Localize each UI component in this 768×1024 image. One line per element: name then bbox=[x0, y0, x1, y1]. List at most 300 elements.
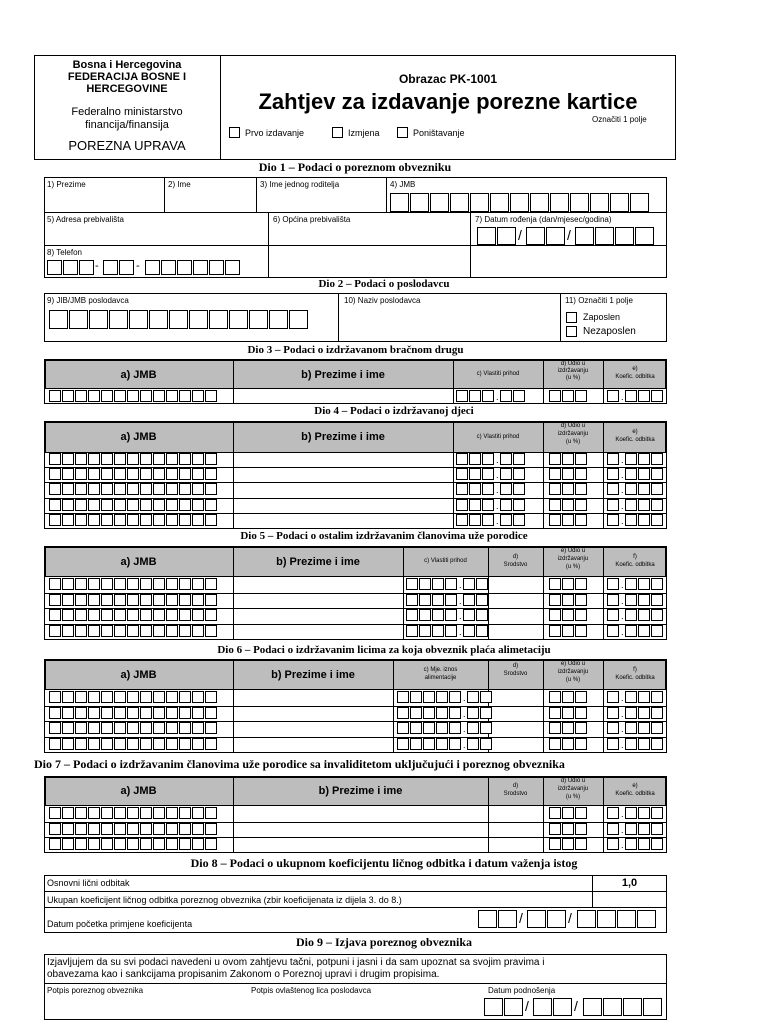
dio4-share-cells[interactable] bbox=[549, 499, 588, 511]
dio3-amount-cells[interactable] bbox=[456, 390, 526, 402]
dio4-jmb-input[interactable] bbox=[49, 483, 218, 495]
dio6-jmb-cells[interactable] bbox=[49, 691, 218, 703]
phone-prefix-input[interactable] bbox=[103, 260, 135, 275]
decimal-dot: . bbox=[621, 515, 624, 526]
dio4-share-cells[interactable] bbox=[549, 453, 588, 465]
dio7-coef-dec-input[interactable] bbox=[625, 823, 664, 835]
decimal-dot: . bbox=[621, 470, 624, 481]
dio8-row-line bbox=[44, 891, 667, 892]
dio5-amount-int-input[interactable] bbox=[406, 594, 458, 606]
decimal-dot: . bbox=[621, 627, 624, 638]
dio6-amount-int-input[interactable] bbox=[397, 722, 462, 734]
dio4-amount-int-input[interactable] bbox=[456, 468, 495, 480]
dio6-amount-int-input[interactable] bbox=[397, 691, 462, 703]
dio6-coef-dec-input[interactable] bbox=[625, 722, 664, 734]
decimal-dot: . bbox=[621, 580, 624, 590]
dio6-share-cells[interactable] bbox=[549, 738, 588, 750]
dio6-share-header-1: e) Udio u bbox=[560, 661, 586, 667]
dio7-coef-int-input[interactable] bbox=[607, 823, 620, 835]
decimal-dot: . bbox=[459, 627, 462, 638]
decimal-dot: . bbox=[496, 515, 499, 526]
dio8-row-line bbox=[44, 907, 667, 908]
dio6-share-cells[interactable] bbox=[549, 707, 588, 719]
dio5-jmb-cells[interactable] bbox=[49, 625, 218, 637]
dio4-share-header-3: (u %) bbox=[565, 439, 581, 445]
decimal-dot: . bbox=[621, 693, 624, 703]
dio7-share-header-1: d) Udio u bbox=[560, 778, 586, 784]
dio1-col-line bbox=[386, 177, 387, 212]
dio7-coef-dec-input[interactable] bbox=[625, 807, 664, 819]
dio4-share-cells[interactable] bbox=[549, 483, 588, 495]
dio7-coef-header-1: e) bbox=[632, 783, 638, 789]
dio6-jmb-input[interactable] bbox=[49, 738, 218, 750]
employer-id-input[interactable] bbox=[49, 310, 309, 329]
dio4-jmb-header: a) JMB bbox=[120, 431, 157, 443]
dio3-col-line bbox=[233, 359, 234, 404]
dio7-share-input[interactable] bbox=[549, 838, 588, 850]
dio6-jmb-input[interactable] bbox=[49, 707, 218, 719]
dio5-amount-cells[interactable] bbox=[406, 578, 489, 590]
dio6-coef-cells[interactable] bbox=[607, 722, 664, 734]
dio6-amount-cells[interactable] bbox=[397, 691, 493, 703]
dio5-amount-int-input[interactable] bbox=[406, 578, 458, 590]
dio7-jmb-cells[interactable] bbox=[49, 807, 218, 819]
dio5-relation-header-2: Srodstvo bbox=[503, 562, 528, 568]
dio6-amount-int-input[interactable] bbox=[397, 707, 462, 719]
phone-area-input[interactable] bbox=[47, 260, 95, 275]
dio5-coef-cells[interactable] bbox=[607, 594, 664, 606]
dio5-coef-cells[interactable] bbox=[607, 609, 664, 621]
decimal-dot: . bbox=[496, 500, 499, 511]
dio2-col-line bbox=[338, 293, 339, 342]
ministry-name-1: Federalno ministarstvo bbox=[71, 106, 183, 118]
jmb-label: 4) JMB bbox=[390, 180, 416, 189]
dio7-coef-cells[interactable] bbox=[607, 823, 664, 835]
submission-month-input[interactable] bbox=[533, 998, 573, 1016]
phone-dash: - bbox=[136, 260, 140, 272]
dio4-jmb-cells[interactable] bbox=[49, 483, 218, 495]
dio4-amount-int-input[interactable] bbox=[456, 499, 495, 511]
submission-year-input[interactable] bbox=[583, 998, 663, 1016]
dio4-jmb-cells[interactable] bbox=[49, 514, 218, 526]
employer-name-label: 10) Naziv poslodavca bbox=[344, 296, 421, 305]
decimal-dot: . bbox=[621, 500, 624, 511]
dio4-coef-int-input[interactable] bbox=[607, 483, 620, 495]
dio6-share-header-2: izdržavanju bbox=[557, 669, 589, 675]
decimal-dot: . bbox=[621, 485, 624, 496]
basic-deduction-label: Osnovni lični odbitak bbox=[47, 878, 130, 888]
dio6-share-cells[interactable] bbox=[549, 722, 588, 734]
dio4-coef-cells[interactable] bbox=[607, 468, 664, 480]
dio4-amount-int-input[interactable] bbox=[456, 483, 495, 495]
dio7-jmb-input[interactable] bbox=[49, 838, 218, 850]
dio6-coef-header-2: Koefic. odbitka bbox=[615, 675, 655, 681]
dio7-jmb-cells[interactable] bbox=[49, 823, 218, 835]
dio4-amount-cells[interactable] bbox=[456, 453, 526, 465]
dio3-coef-cells[interactable] bbox=[607, 390, 664, 402]
dio5-name-header: b) Prezime i ime bbox=[276, 556, 360, 568]
dio1-col-line bbox=[256, 177, 257, 212]
dio5-coef-dec-input[interactable] bbox=[625, 578, 664, 590]
dio3-coef-dec-input[interactable] bbox=[625, 390, 664, 402]
dio5-title: Dio 5 – Podaci o ostalim izdržavanim članovima uže porodice bbox=[240, 530, 528, 542]
dio5-amount-int-input[interactable] bbox=[406, 609, 458, 621]
dio5-jmb-cells[interactable] bbox=[49, 609, 218, 621]
dio4-title: Dio 4 – Podaci o izdržavanoj djeci bbox=[314, 405, 474, 417]
dio6-coef-int-input[interactable] bbox=[607, 707, 620, 719]
dio6-alimony-header-2: alimentacije bbox=[424, 675, 457, 681]
phone-number-input[interactable] bbox=[145, 260, 241, 275]
dio6-share-input[interactable] bbox=[549, 707, 588, 719]
dio5-amount-int-input[interactable] bbox=[406, 625, 458, 637]
dio6-relation-header-2: Srodstvo bbox=[503, 671, 528, 677]
dio6-coef-cells[interactable] bbox=[607, 738, 664, 750]
dio7-relation-header-1: d) bbox=[512, 783, 519, 789]
decimal-dot: . bbox=[621, 840, 624, 850]
dio5-jmb-input[interactable] bbox=[49, 625, 218, 637]
decimal-dot: . bbox=[621, 611, 624, 622]
dio3-share-header-3: (u %) bbox=[565, 375, 581, 381]
birth-month-input[interactable] bbox=[526, 227, 566, 245]
dio6-coef-int-input[interactable] bbox=[607, 722, 620, 734]
dio5-amount-cells[interactable] bbox=[406, 609, 489, 621]
dio9-title: Dio 9 – Izjava poreznog obveznika bbox=[295, 935, 473, 949]
dio5-jmb-input[interactable] bbox=[49, 609, 218, 621]
unemployed-checkbox[interactable] bbox=[566, 326, 577, 337]
dio7-coef-dec-input[interactable] bbox=[625, 838, 664, 850]
dio7-coef-int-input[interactable] bbox=[607, 807, 620, 819]
dio8-title: Dio 8 – Podaci o ukupnom koeficijentu ličnog odbitka i datum važenja istog bbox=[190, 856, 578, 870]
dio1-row-line bbox=[44, 212, 667, 213]
dio6-coef-int-input[interactable] bbox=[607, 738, 620, 750]
unemployed-label: Nezaposlen bbox=[583, 326, 636, 337]
dio6-amount-dec-input[interactable] bbox=[467, 691, 493, 703]
dio4-jmb-cells[interactable] bbox=[49, 499, 218, 511]
dio2-title: Dio 2 – Podaci o poslodavcu bbox=[318, 278, 450, 290]
dio4-amount-cells[interactable] bbox=[456, 468, 526, 480]
dio7-coef-cells[interactable] bbox=[607, 838, 664, 850]
date-slash: / bbox=[525, 998, 529, 1014]
first-issue-checkbox[interactable] bbox=[229, 127, 240, 138]
date-slash: / bbox=[567, 227, 571, 243]
dio5-share-cells[interactable] bbox=[549, 594, 588, 606]
dio5-share-header-3: (u %) bbox=[565, 564, 581, 570]
dio6-amount-dec-input[interactable] bbox=[467, 722, 493, 734]
dio7-share-cells[interactable] bbox=[549, 838, 588, 850]
dio7-coef-cells[interactable] bbox=[607, 807, 664, 819]
dio4-amount-cells[interactable] bbox=[456, 499, 526, 511]
dio5-jmb-input[interactable] bbox=[49, 578, 218, 590]
dio2-col-line bbox=[560, 293, 561, 342]
dio5-amount-cells[interactable] bbox=[406, 594, 489, 606]
dio7-share-header-3: (u %) bbox=[565, 794, 581, 800]
decimal-dot: . bbox=[621, 740, 624, 751]
coefficient-start-label: Datum početka primjene koeficijenta bbox=[47, 919, 193, 929]
dio7-share-input[interactable] bbox=[549, 807, 588, 819]
decimal-dot: . bbox=[496, 485, 499, 496]
dio7-jmb-input[interactable] bbox=[49, 823, 218, 835]
statement-line-2: obavezama kao i sankcijama propisanim Zakonom o Poreznoj upravi i drugim propisima. bbox=[47, 969, 440, 980]
dio5-share-header-2: izdržavanju bbox=[557, 556, 589, 562]
dio4-coef-int-input[interactable] bbox=[607, 453, 620, 465]
decimal-dot: . bbox=[463, 708, 466, 719]
dio4-coef-cells[interactable] bbox=[607, 499, 664, 511]
dio7-share-input[interactable] bbox=[549, 823, 588, 835]
dio6-jmb-input[interactable] bbox=[49, 691, 218, 703]
dio4-coef-header-2: Koefic. odbitka bbox=[615, 437, 655, 443]
taxpayer-signature-label: Potpis poreznog obveznika bbox=[47, 986, 144, 995]
dio4-coef-cells[interactable] bbox=[607, 514, 664, 526]
dio7-share-header-2: izdržavanju bbox=[557, 786, 589, 792]
dio3-jmb-input[interactable] bbox=[49, 390, 218, 402]
dio4-coef-dec-input[interactable] bbox=[625, 468, 664, 480]
dio9-row-line bbox=[44, 983, 667, 984]
dio4-share-input[interactable] bbox=[549, 514, 588, 526]
birth-day-input[interactable] bbox=[477, 227, 517, 245]
decimal-dot: . bbox=[496, 470, 499, 481]
employed-label: Zaposlen bbox=[583, 312, 621, 322]
dio5-amount-dec-input[interactable] bbox=[463, 609, 489, 621]
dio5-coef-dec-input[interactable] bbox=[625, 594, 664, 606]
dio6-share-header-3: (u %) bbox=[565, 677, 581, 683]
dio7-relation-header-2: Srodstvo bbox=[503, 791, 528, 797]
dio3-coef-int-input[interactable] bbox=[607, 390, 620, 402]
dio6-jmb-cells[interactable] bbox=[49, 722, 218, 734]
dio6-amount-dec-input[interactable] bbox=[467, 707, 493, 719]
dio7-coef-header-2: Koefic. odbitka bbox=[615, 791, 655, 797]
basic-deduction-value: 1,0 bbox=[621, 877, 638, 889]
dio3-title: Dio 3 – Podaci o izdržavanom bračnom drugu bbox=[247, 344, 464, 356]
dio5-share-input[interactable] bbox=[549, 625, 588, 637]
cancel-label: Poništavanje bbox=[413, 128, 465, 138]
dio6-coef-dec-input[interactable] bbox=[625, 691, 664, 703]
dio4-jmb-input[interactable] bbox=[49, 499, 218, 511]
dio4-jmb-input[interactable] bbox=[49, 453, 218, 465]
decimal-dot: . bbox=[463, 724, 466, 735]
dio6-amount-int-input[interactable] bbox=[397, 738, 462, 750]
dio6-amount-dec-input[interactable] bbox=[467, 738, 493, 750]
dio4-coef-dec-input[interactable] bbox=[625, 483, 664, 495]
dio6-jmb-cells[interactable] bbox=[49, 738, 218, 750]
dio5-coef-dec-input[interactable] bbox=[625, 609, 664, 621]
country-name: Bosna i Hercegovina bbox=[72, 59, 182, 71]
dio4-share-input[interactable] bbox=[549, 499, 588, 511]
dio4-jmb-cells[interactable] bbox=[49, 468, 218, 480]
dio6-title: Dio 6 – Podaci o izdržavanim licima za koja obveznik plaća alimetaciju bbox=[217, 644, 551, 656]
dio4-share-cells[interactable] bbox=[549, 468, 588, 480]
dio6-coef-cells[interactable] bbox=[607, 691, 664, 703]
dio7-jmb-cells[interactable] bbox=[49, 838, 218, 850]
dio4-share-header-2: izdržavanju bbox=[557, 431, 589, 437]
dio6-coef-cells[interactable] bbox=[607, 707, 664, 719]
dio3-share-header-1: d) Udio u bbox=[560, 361, 586, 367]
dio5-income-header: c) Vlastiti prihod bbox=[424, 558, 467, 564]
dio4-share-input[interactable] bbox=[549, 453, 588, 465]
ministry-name-2: financija/finansija bbox=[85, 119, 169, 131]
dio4-coef-dec-input[interactable] bbox=[625, 453, 664, 465]
mark-hint: Označiti 1 polje bbox=[592, 115, 647, 124]
surname-label: 1) Prezime bbox=[47, 180, 86, 189]
dio6-coef-int-input[interactable] bbox=[607, 691, 620, 703]
dio4-amount-dec-input[interactable] bbox=[500, 453, 526, 465]
authority-name: POREZNA UPRAVA bbox=[68, 138, 186, 153]
dio3-share-input[interactable] bbox=[549, 390, 588, 402]
dio4-coef-dec-input[interactable] bbox=[625, 514, 664, 526]
dio5-coef-header-1: f) bbox=[633, 554, 637, 560]
submission-day-input[interactable] bbox=[484, 998, 524, 1016]
dio6-amount-cells[interactable] bbox=[397, 738, 493, 750]
decimal-dot: . bbox=[459, 611, 462, 622]
dio5-coef-cells[interactable] bbox=[607, 625, 664, 637]
date-slash: / bbox=[518, 227, 522, 243]
dio5-amount-dec-input[interactable] bbox=[463, 625, 489, 637]
form-code: Obrazac PK-1001 bbox=[398, 72, 498, 86]
dio4-share-input[interactable] bbox=[549, 483, 588, 495]
dio6-alimony-header-1: c) Mje. iznos bbox=[423, 667, 458, 673]
dio3-amount-int-input[interactable] bbox=[456, 390, 495, 402]
dio7-jmb-header: a) JMB bbox=[120, 785, 157, 797]
dio5-share-input[interactable] bbox=[549, 578, 588, 590]
decimal-dot: . bbox=[621, 809, 624, 819]
dio7-coef-int-input[interactable] bbox=[607, 838, 620, 850]
parent-name-label: 3) Ime jednog roditelja bbox=[260, 180, 340, 189]
dio7-name-header: b) Prezime i ime bbox=[318, 785, 403, 797]
date-slash: / bbox=[519, 910, 523, 926]
dio6-share-input[interactable] bbox=[549, 691, 588, 703]
dio5-coef-int-input[interactable] bbox=[607, 594, 620, 606]
form-title: Zahtjev za izdavanje porezne kartice bbox=[258, 89, 638, 114]
dio3-share-header-2: izdržavanju bbox=[557, 368, 589, 374]
dio6-coef-header-1: f) bbox=[633, 667, 637, 673]
decimal-dot: . bbox=[621, 724, 624, 735]
decimal-dot: . bbox=[496, 455, 499, 465]
phone-dash: - bbox=[95, 260, 99, 272]
dio5-jmb-cells[interactable] bbox=[49, 578, 218, 590]
decimal-dot: . bbox=[621, 392, 624, 402]
dio7-share-cells[interactable] bbox=[549, 823, 588, 835]
dio4-amount-int-input[interactable] bbox=[456, 453, 495, 465]
dio4-share-input[interactable] bbox=[549, 468, 588, 480]
dio4-jmb-cells[interactable] bbox=[49, 453, 218, 465]
dio6-amount-cells[interactable] bbox=[397, 722, 493, 734]
dio5-coef-cells[interactable] bbox=[607, 578, 664, 590]
birth-date-label: 7) Datum rođenja (dan/mjesec/godina) bbox=[475, 215, 612, 224]
dio5-share-cells[interactable] bbox=[549, 578, 588, 590]
dio4-share-cells[interactable] bbox=[549, 514, 588, 526]
dio4-coef-dec-input[interactable] bbox=[625, 499, 664, 511]
dio5-share-input[interactable] bbox=[549, 609, 588, 621]
dio4-amount-dec-input[interactable] bbox=[500, 468, 526, 480]
dio4-jmb-input[interactable] bbox=[49, 468, 218, 480]
dio3-coef-header-1: e) bbox=[632, 366, 638, 372]
dio4-coef-int-input[interactable] bbox=[607, 499, 620, 511]
dio3-income-header: c) Vlastiti prihod bbox=[476, 371, 520, 377]
cancel-checkbox[interactable] bbox=[397, 127, 408, 138]
dio4-coef-cells[interactable] bbox=[607, 483, 664, 495]
dio7-share-cells[interactable] bbox=[549, 807, 588, 819]
decimal-dot: . bbox=[459, 595, 462, 606]
dio6-jmb-cells[interactable] bbox=[49, 707, 218, 719]
jmb-input[interactable] bbox=[390, 193, 650, 212]
dio5-jmb-input[interactable] bbox=[49, 594, 218, 606]
dio5-share-cells[interactable] bbox=[549, 609, 588, 621]
dio5-coef-int-input[interactable] bbox=[607, 609, 620, 621]
dio5-share-cells[interactable] bbox=[549, 625, 588, 637]
coefficient-start-day-input[interactable] bbox=[478, 910, 518, 928]
decimal-dot: . bbox=[459, 580, 462, 590]
federation-name-2: HERCEGOVINE bbox=[86, 83, 168, 95]
decimal-dot: . bbox=[621, 455, 624, 465]
phone-label: 8) Telefon bbox=[47, 248, 82, 257]
date-slash: / bbox=[574, 998, 578, 1014]
dio1-col-line bbox=[470, 212, 471, 278]
dio6-jmb-input[interactable] bbox=[49, 722, 218, 734]
dio6-jmb-header: a) JMB bbox=[120, 669, 157, 681]
dio7-jmb-input[interactable] bbox=[49, 807, 218, 819]
dio1-title: Dio 1 – Podaci o poreznom obvezniku bbox=[258, 160, 452, 174]
dio4-coef-int-input[interactable] bbox=[607, 468, 620, 480]
change-checkbox[interactable] bbox=[332, 127, 343, 138]
dio4-coef-header-1: e) bbox=[632, 429, 638, 435]
decimal-dot: . bbox=[621, 824, 624, 835]
employment-hint: 11) Označiti 1 polje bbox=[565, 296, 633, 305]
dio1-col-line bbox=[268, 212, 269, 278]
coefficient-start-year-input[interactable] bbox=[577, 910, 657, 928]
address-label: 5) Adresa prebivališta bbox=[47, 215, 124, 224]
dio5-amount-dec-input[interactable] bbox=[463, 594, 489, 606]
dio5-share-header-1: e) Udio u bbox=[560, 548, 586, 554]
dio1-row-line bbox=[44, 245, 667, 246]
coefficient-start-month-input[interactable] bbox=[527, 910, 567, 928]
dio5-coef-dec-input[interactable] bbox=[625, 625, 664, 637]
dio3-share-cells[interactable] bbox=[549, 390, 588, 402]
dio4-coef-int-input[interactable] bbox=[607, 514, 620, 526]
dio6-share-input[interactable] bbox=[549, 738, 588, 750]
dio3-amount-dec-input[interactable] bbox=[500, 390, 526, 402]
employed-checkbox[interactable] bbox=[566, 312, 577, 323]
dio6-coef-dec-input[interactable] bbox=[625, 738, 664, 750]
dio4-amount-dec-input[interactable] bbox=[500, 483, 526, 495]
submission-date-label: Datum podnošenja bbox=[488, 986, 556, 995]
dio5-coef-int-input[interactable] bbox=[607, 625, 620, 637]
dio4-amount-cells[interactable] bbox=[456, 514, 526, 526]
dio5-jmb-cells[interactable] bbox=[49, 594, 218, 606]
dio4-jmb-input[interactable] bbox=[49, 514, 218, 526]
dio4-amount-cells[interactable] bbox=[456, 483, 526, 495]
dio6-relation-header-1: d) bbox=[512, 663, 519, 669]
decimal-dot: . bbox=[496, 392, 499, 402]
dio6-amount-cells[interactable] bbox=[397, 707, 493, 719]
dio4-amount-dec-input[interactable] bbox=[500, 499, 526, 511]
dio3-jmb-cells[interactable] bbox=[49, 390, 218, 402]
dio4-amount-dec-input[interactable] bbox=[500, 514, 526, 526]
birth-year-input[interactable] bbox=[575, 227, 655, 245]
employer-id-label: 9) JIB/JMB poslodavca bbox=[47, 296, 129, 305]
date-slash: / bbox=[568, 910, 572, 926]
dio5-amount-cells[interactable] bbox=[406, 625, 489, 637]
dio5-amount-dec-input[interactable] bbox=[463, 578, 489, 590]
dio6-coef-dec-input[interactable] bbox=[625, 707, 664, 719]
dio5-share-input[interactable] bbox=[549, 594, 588, 606]
dio4-coef-cells[interactable] bbox=[607, 453, 664, 465]
dio5-coef-int-input[interactable] bbox=[607, 578, 620, 590]
dio4-amount-int-input[interactable] bbox=[456, 514, 495, 526]
dio6-share-cells[interactable] bbox=[549, 691, 588, 703]
dio5-relation-header-1: d) bbox=[512, 554, 519, 560]
dio6-share-input[interactable] bbox=[549, 722, 588, 734]
dio7-title: Dio 7 – Podaci o izdržavanim članovima uže porodice sa invaliditetom uključujući i poreznog obveznika bbox=[34, 757, 565, 771]
change-label: Izmjena bbox=[348, 128, 380, 138]
